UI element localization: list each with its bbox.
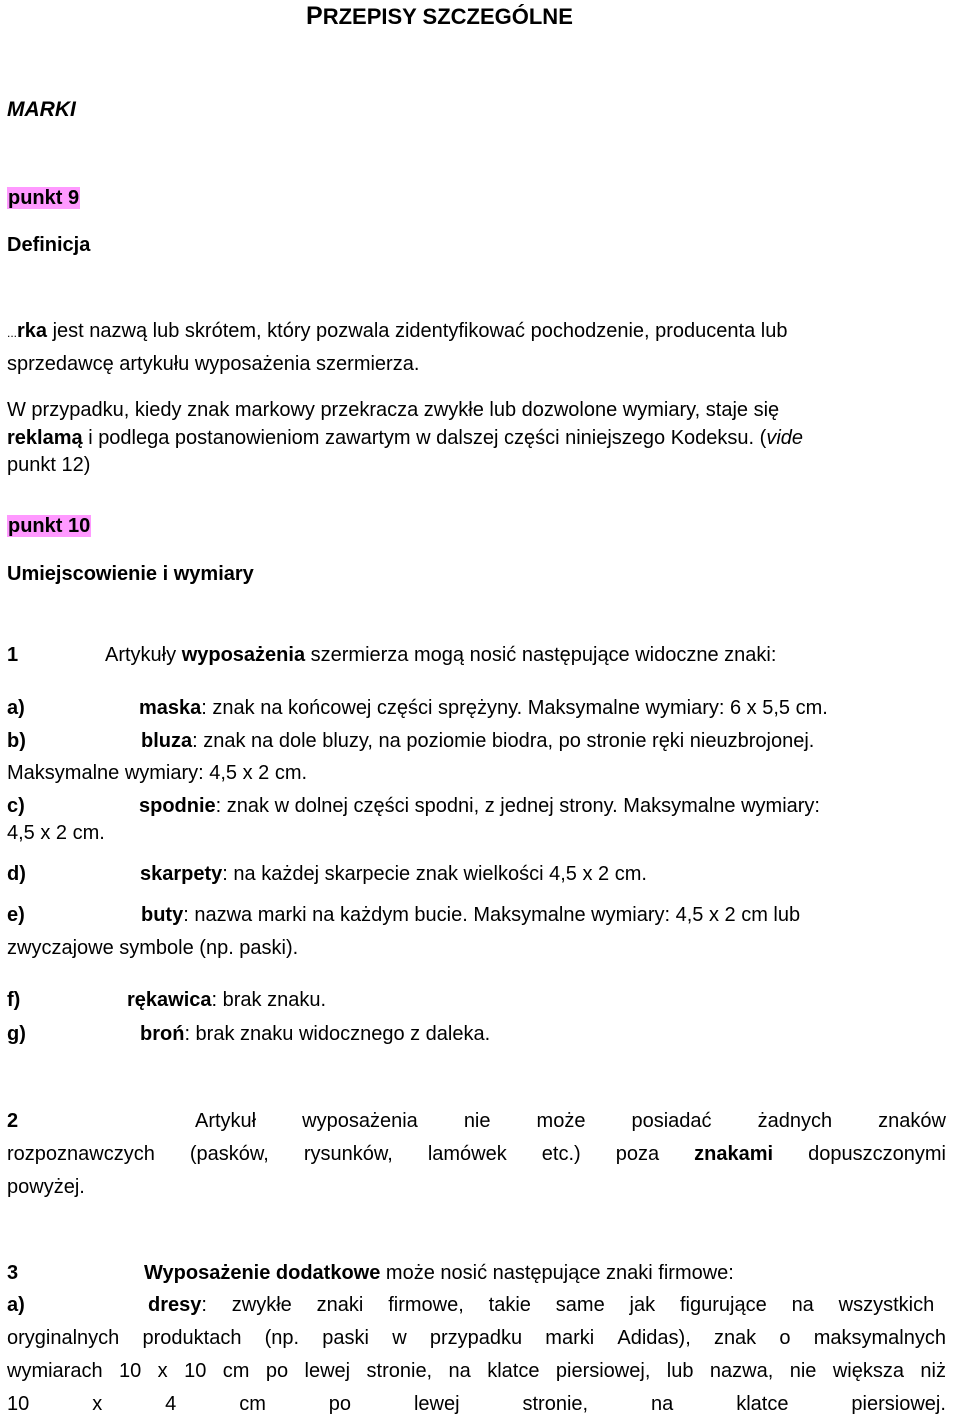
item-3-line-4-word: 10 <box>7 1393 30 1415</box>
item-3-line-2-word: w <box>392 1327 407 1349</box>
item-3-line-3-word: nie <box>789 1360 817 1382</box>
page-title: PRZEPISY SZCZEGÓLNE <box>306 2 573 30</box>
item-3-line-3-word: 10 <box>184 1360 207 1382</box>
item-3-a-word: na <box>791 1294 814 1316</box>
item-3: 3 Wyposażenie dodatkowe może nosić następujące znaki firmowe: <box>7 1262 734 1284</box>
item-3-line-2-word: marki <box>545 1327 595 1349</box>
item-3-line-2-word: o <box>779 1327 791 1349</box>
item-3-a-word: same <box>555 1294 605 1316</box>
item-2-word: posiadać <box>631 1110 712 1132</box>
definition-line-3: W przypadku, kiedy znak markowy przekracza zwykłe lub dozwolone wymiary, staje się <box>7 399 780 421</box>
item-3-line-4-word: cm <box>239 1393 266 1415</box>
item-3-line-4-word: stronie, <box>522 1393 589 1415</box>
list-item-g: g) broń: brak znaku widocznego z daleka. <box>7 1023 491 1045</box>
punkt-10-heading: Umiejscowienie i wymiary <box>7 563 254 585</box>
item-2-word: wyposażenia <box>302 1110 418 1132</box>
item-3-line-4-word: na <box>651 1393 674 1415</box>
definition-line-2: sprzedawcę artykułu wyposażenia szermierza. <box>7 353 420 375</box>
item-2-line-2: rozpoznawczych (pasków, rysunków, lamówek etc.) poza znakami dopuszczonymi <box>7 1143 946 1165</box>
item-3-a-word: figurujące <box>679 1294 767 1316</box>
item-3-line-3-word: piersiowej, <box>555 1360 651 1382</box>
item-3-line-4-word: x <box>92 1393 103 1415</box>
punkt-10-label: punkt 10 <box>8 515 91 537</box>
item-3-line-3-word: większa <box>832 1360 904 1382</box>
item-3-a-word: jak <box>629 1294 656 1316</box>
item-3-line-2-word: maksymalnych <box>813 1327 946 1349</box>
item-3-line-3-word: stronie, <box>366 1360 433 1382</box>
section-heading: MARKI <box>7 98 76 121</box>
item-3-a-word: firmowe, <box>388 1294 464 1316</box>
item-3-line-3-word: lub <box>666 1360 694 1382</box>
item-2-line-3: powyżej. <box>7 1176 85 1198</box>
item-3-a-word: takie <box>488 1294 531 1316</box>
list-item-a: a) maska: znak na końcowej części sprężyny. Maksymalne wymiary: 6 x 5,5 cm. <box>7 697 828 719</box>
item-3-line-3-word: cm <box>222 1360 250 1382</box>
item-3-line-2-word: znak <box>713 1327 757 1349</box>
item-3-line-4-word: 4 <box>165 1393 177 1415</box>
item-2-word: może <box>536 1110 586 1132</box>
item-3-line-4-word: piersiowej. <box>851 1393 946 1415</box>
item-3-a-word: wszystkich <box>838 1294 935 1316</box>
item-2-word: żadnych <box>757 1110 833 1132</box>
punkt-9-label: punkt 9 <box>8 187 80 209</box>
item-3-a-line-1: a) dresy : zwykłe znaki firmowe, takie same jak figurujące na wszystkich <box>7 1294 935 1316</box>
item-3-line-3-word: po <box>265 1360 289 1382</box>
punkt-9-heading: Definicja <box>7 234 91 256</box>
item-1: 1 Artykuły wyposażenia szermierza mogą nosić następujące widoczne znaki: <box>7 644 777 666</box>
item-3-line-2-word: Adidas), <box>617 1327 691 1349</box>
item-3-line-4-word: lewej <box>413 1393 460 1415</box>
item-3-line-2-word: oryginalnych <box>7 1327 120 1349</box>
item-3-line-3-word: na <box>448 1360 471 1382</box>
item-3-line-3-word: x <box>157 1360 168 1382</box>
item-3-line-3-word: 10 <box>119 1360 142 1382</box>
item-3-line-2-word: przypadku <box>429 1327 523 1349</box>
list-item-c-cont: 4,5 x 2 cm. <box>7 822 105 844</box>
item-3-a-word: zwykłe <box>231 1294 292 1316</box>
item-3-line-3-word: klatce <box>487 1360 540 1382</box>
item-2-word: Artykuł <box>195 1110 257 1132</box>
definition-line-4: reklamą i podlega postanowieniom zawartym w dalszej części niniejszego Kodeksu. (vide <box>7 427 804 449</box>
item-3-line-3-word: wymiarach <box>7 1360 103 1382</box>
item-2-word: znaków <box>878 1110 946 1132</box>
list-item-f: f) rękawica: brak znaku. <box>7 989 327 1011</box>
item-2-word: nie <box>463 1110 491 1132</box>
item-3-line-2-word: paski <box>322 1327 369 1349</box>
list-item-e: e) buty: nazwa marki na każdym bucie. Maksymalne wymiary: 4,5 x 2 cm lub <box>7 904 801 926</box>
item-3-line-3-word: nazwa, <box>709 1360 774 1382</box>
item-3-line-2-word: (np. <box>264 1327 300 1349</box>
item-3-line-3-word: niż <box>920 1360 946 1382</box>
item-3-line-2-word: produktach <box>142 1327 242 1349</box>
item-3-a-line-4 <box>7 1392 946 1416</box>
item-3-line-4-word: klatce <box>736 1393 789 1415</box>
item-2-line-1: 2 Artykuł wyposażenia nie może posiadać żadnych znaków <box>7 1110 946 1132</box>
definition-line-5: punkt 12) <box>7 454 91 476</box>
item-3-a-line-2 <box>7 1326 946 1350</box>
list-item-b-cont: Maksymalne wymiary: 4,5 x 2 cm. <box>7 762 308 784</box>
item-3-a-word: : <box>201 1294 207 1316</box>
list-item-b: b) bluza: znak na dole bluzy, na poziomie biodra, po stronie ręki nieuzbrojonej. <box>7 730 815 752</box>
item-3-a-line-3 <box>7 1359 946 1383</box>
item-3-line-4-word: po <box>328 1393 352 1415</box>
list-item-e-cont: zwyczajowe symbole (np. paski). <box>7 937 299 959</box>
item-3-line-3-word: lewej <box>304 1360 351 1382</box>
list-item-c: c) spodnie: znak w dolnej części spodni, z jednej strony. Maksymalne wymiary: <box>7 795 820 817</box>
item-3-a-word: znaki <box>316 1294 364 1316</box>
definition-line-1: ...rka jest nazwą lub skrótem, który pozwala zidentyfikować pochodzenie, producenta lub <box>7 320 788 342</box>
list-item-d: d) skarpety: na każdej skarpecie znak wielkości 4,5 x 2 cm. <box>7 863 647 885</box>
